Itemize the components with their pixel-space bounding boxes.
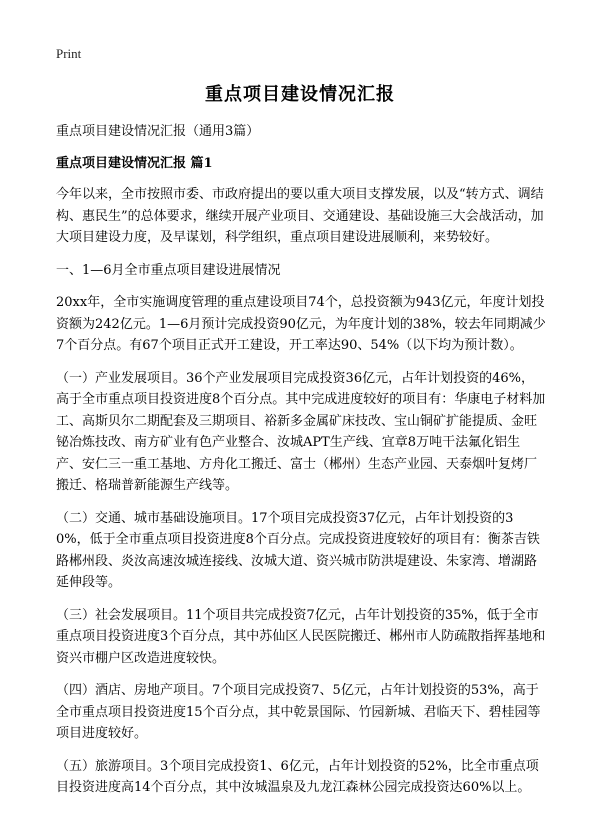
paragraph-overview: 20xx年，全市实施调度管理的重点建设项目74个，总投资额为943亿元，年度计划投资额为242亿元。1—6月预计完成投资90亿元，为年度计划的38%，较去年同期减少7个百分点。有67个项目正式开工建设，开工率达90、54%（以下均为预计数）。 xyxy=(56,295,546,353)
print-link[interactable]: Print xyxy=(56,46,82,61)
document-body xyxy=(56,121,546,810)
paragraph-industry-projects: （一）产业发展项目。36个产业发展项目完成投资36亿元，占年计划投资的46%，高于全市重点项目投资进度8个百分点。其中完成进度较好的项目有：华康电子材料加工、高斯贝尔二期配套及三期项目、裕新多金属矿床技改、宝山铜矿扩能提质、金旺铋冶炼技改、南方矿业有色产业整合、汝城APT生产线、宜章8万吨干法氟化铝生产、安仁三一重工基地、方舟化工搬迁、富士（郴州）生态产业园、天泰烟叶复烤厂搬迁、格瑞普新能源生产线等。 xyxy=(56,370,546,493)
section-heading: 重点项目建设情况汇报 篇1 xyxy=(56,155,213,171)
paragraph-heading-1: 一、1—6月全市重点项目建设进展情况 xyxy=(56,262,281,278)
paragraph-transport-projects: （二）交通、城市基础设施项目。17个项目完成投资37亿元，占年计划投资的30%，低于全市重点项目投资进度8个百分点。完成投资进度较好的项目有：衡茶吉铁路郴州段、炎汝高速汝城连接线、汝城大道、资兴城市防洪堤建设、朱家湾、增湖路延伸段等。 xyxy=(56,510,540,590)
document-subtitle: 重点项目建设情况汇报（通用3篇） xyxy=(56,124,260,139)
paragraph-intro: 今年以来，全市按照市委、市政府提出的要以重大项目支撑发展，以及“转方式、调结构、惠民生”的总体要求，继续开展产业项目、交通建设、基础设施三大会战活动，加大项目建设力度，及早谋划，科学组织，重点项目建设进展顺利，来势较好。 xyxy=(56,187,544,245)
paragraph-tourism-projects: （五）旅游项目。3个项目完成投资1、6亿元，占年计划投资的52%，比全市重点项目投资进度高14个百分点，其中汝城温泉及九龙江森林公园完成投资达60%以上。 xyxy=(56,758,539,795)
paragraph-social-projects: （三）社会发展项目。11个项目共完成投资7亿元，占年计划投资的35%，低于全市重点项目投资进度3个百分点，其中苏仙区人民医院搬迁、郴州市人防疏散指挥基地和资兴市棚户区改造进度较快。 xyxy=(56,607,546,666)
document-title: 重点项目建设情况汇报 xyxy=(205,84,395,105)
paragraph-hotel-realestate-projects: （四）酒店、房地产项目。7个项目完成投资7、5亿元，占年计划投资的53%，高于全市重点项目投资进度15个百分点，其中乾景国际、竹园新城、君临天下、碧桂园等项目进度较好。 xyxy=(56,683,541,741)
